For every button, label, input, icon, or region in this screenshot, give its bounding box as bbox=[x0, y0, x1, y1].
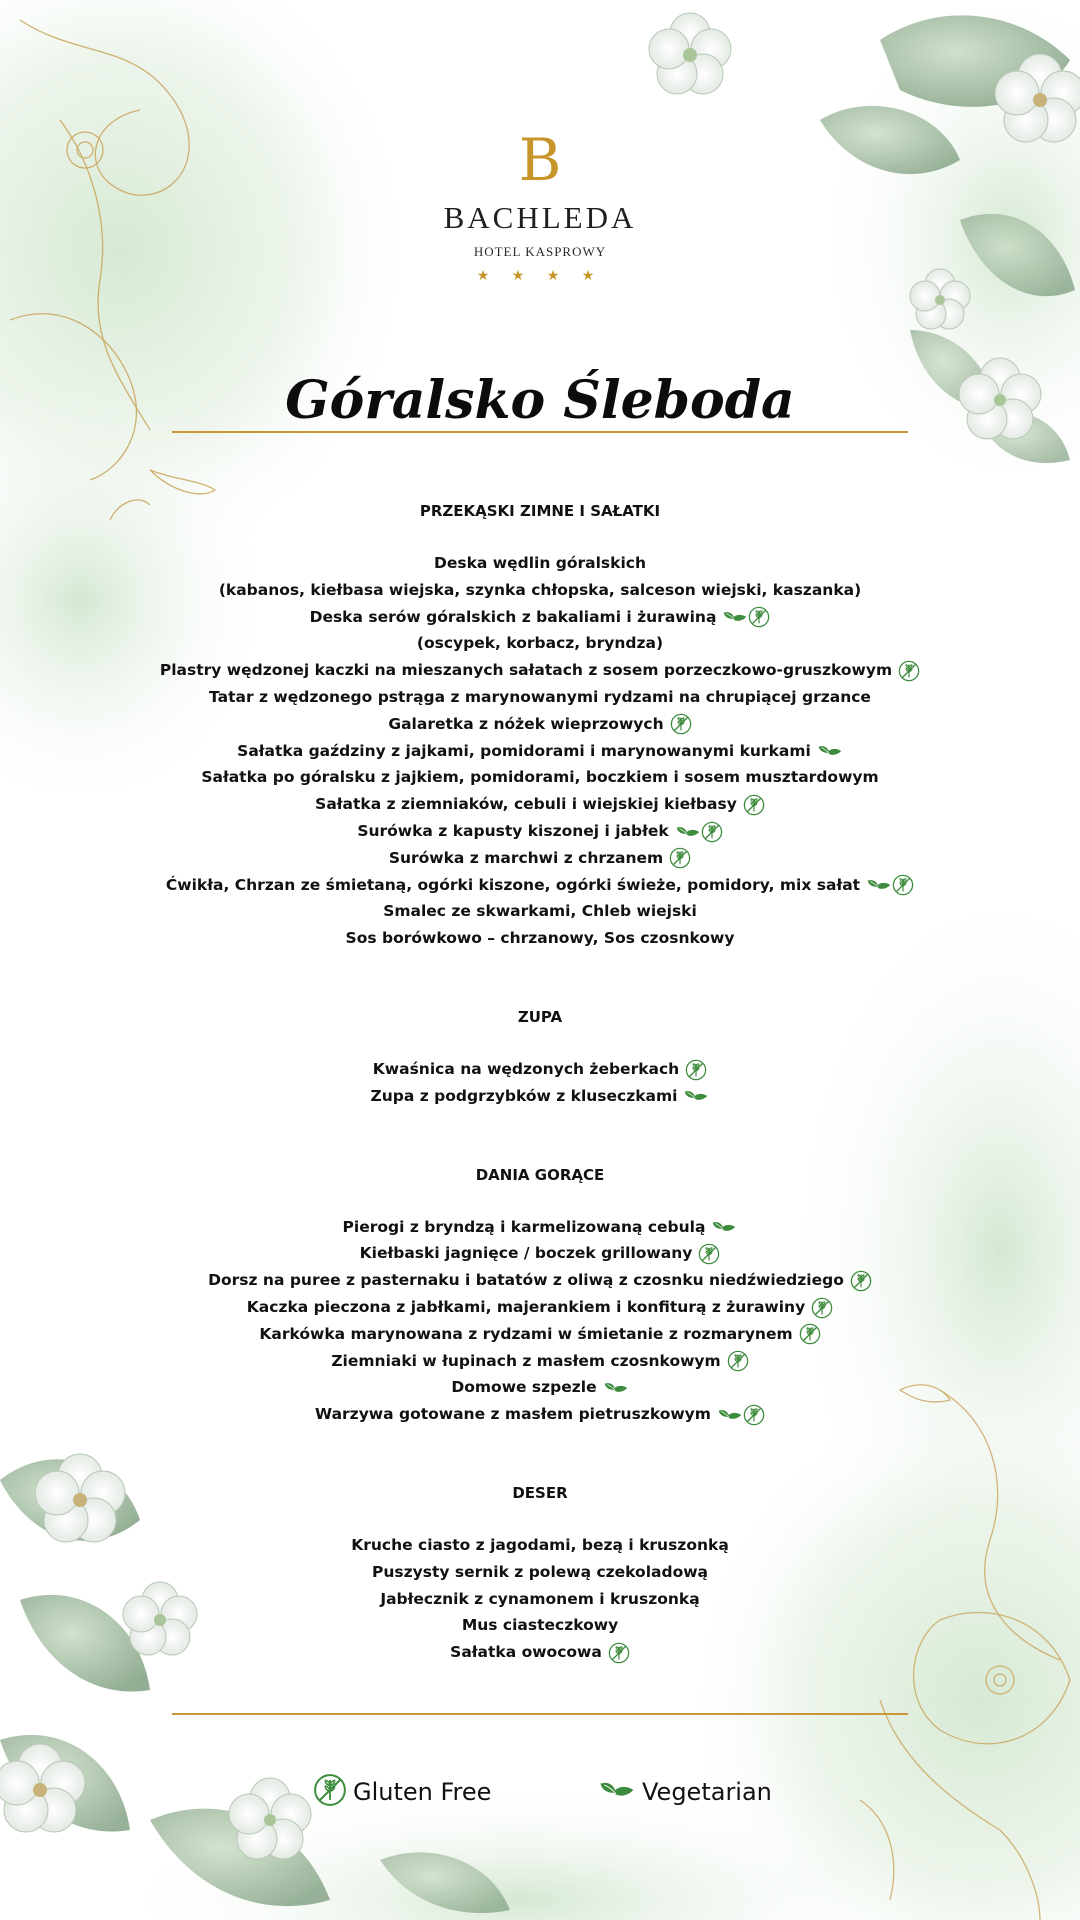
menu-item-name: Ziemniaki w łupinach z masłem czosnkowym bbox=[331, 1351, 721, 1370]
gluten-free-icon bbox=[670, 715, 692, 733]
menu-item-name: Ćwikła, Chrzan ze śmietaną, ogórki kiszone, ogórki świeże, pomidory, mix sałat bbox=[165, 875, 861, 894]
menu-title: Góralsko Śleboda bbox=[285, 370, 795, 431]
menu-item-name: Deska serów góralskich z bakaliami i żurawiną bbox=[309, 607, 717, 626]
gluten-free-icon bbox=[850, 1271, 872, 1289]
gluten-free-icon bbox=[608, 1643, 630, 1661]
gluten-free-icon bbox=[799, 1325, 821, 1343]
menu-content bbox=[0, 498, 1080, 1666]
menu-item-name: Mus ciasteczkowy bbox=[461, 1616, 619, 1635]
menu-section bbox=[0, 1004, 1080, 1110]
gluten-free-icon bbox=[727, 1352, 749, 1370]
menu-item bbox=[0, 1639, 1080, 1666]
menu-item-name: Surówka z marchwi z chrzanem bbox=[388, 848, 664, 867]
dietary-icons bbox=[608, 1639, 630, 1666]
dietary-icons bbox=[698, 1240, 720, 1267]
menu-item bbox=[0, 630, 1080, 657]
legend-gluten-free bbox=[313, 1772, 491, 1812]
section-spacer bbox=[0, 952, 1080, 1004]
dietary-icons bbox=[717, 1401, 765, 1428]
gluten-free-icon bbox=[748, 608, 770, 626]
menu-item-name: (kabanos, kiełbasa wiejska, szynka chłopska, salceson wiejski, kaszanka) bbox=[218, 580, 862, 599]
gluten-free-icon bbox=[892, 876, 914, 894]
vegetarian-icon bbox=[603, 1378, 629, 1396]
menu-item bbox=[0, 1559, 1080, 1586]
dietary-icons bbox=[722, 604, 770, 631]
menu-item-name: Tatar z wędzonego pstrąga z marynowanymi rydzami na chrupiącej grzance bbox=[209, 687, 871, 706]
section-heading: DESER bbox=[512, 1483, 568, 1502]
menu-item bbox=[0, 845, 1080, 872]
menu-item-name: Sałatka owocowa bbox=[450, 1643, 602, 1662]
hotel-stars: ★ ★ ★ ★ bbox=[476, 268, 604, 284]
hotel-subtitle: HOTEL KASPROWY bbox=[473, 244, 607, 259]
menu-item-name: Sałatka gaździny z jajkami, pomidorami i marynowanymi kurkami bbox=[237, 741, 811, 760]
menu-item bbox=[0, 1214, 1080, 1241]
menu-item-name: Kruche ciasto z jagodami, bezą i kruszonką bbox=[351, 1535, 729, 1554]
menu-item-name: Jabłecznik z cynamonem i kruszonką bbox=[380, 1589, 700, 1608]
dietary-icons bbox=[743, 791, 765, 818]
gluten-free-icon bbox=[685, 1060, 707, 1078]
legend bbox=[0, 1772, 1080, 1812]
menu-item-name: Deska wędlin góralskich bbox=[434, 554, 646, 572]
menu-item-name: Dorsz na puree z pasternaku i batatów z oliwą z czosnku niedźwiedziego bbox=[208, 1271, 844, 1290]
gluten-free-icon bbox=[898, 661, 920, 679]
dietary-icons bbox=[670, 711, 692, 738]
dietary-icons bbox=[866, 872, 914, 899]
vegetarian-icon bbox=[711, 1218, 737, 1236]
menu-item-name: Warzywa gotowane z masłem pietruszkowym bbox=[315, 1405, 711, 1424]
vegetarian-icon bbox=[675, 822, 701, 840]
vegetarian-icon bbox=[866, 876, 892, 894]
hotel-name: BACHLEDA bbox=[443, 200, 637, 235]
dietary-icons bbox=[850, 1267, 872, 1294]
menu-item-name: Kwaśnica na wędzonych żeberkach bbox=[372, 1059, 680, 1078]
title-divider bbox=[172, 431, 908, 433]
menu-item bbox=[0, 1294, 1080, 1321]
section-heading: DANIA GORĄCE bbox=[475, 1165, 605, 1184]
menu-item bbox=[0, 604, 1080, 631]
menu-item-name: (oscypek, korbacz, bryndza) bbox=[416, 634, 664, 653]
gluten-free-icon bbox=[669, 849, 691, 867]
legend-vegetarian-label: Vegetarian bbox=[642, 1778, 772, 1806]
menu-item-name: Zupa z podgrzybków z kluseczkami bbox=[370, 1086, 678, 1105]
menu-item bbox=[0, 1267, 1080, 1294]
vegetarian-icon bbox=[722, 608, 748, 626]
vegetarian-icon bbox=[817, 742, 843, 760]
vegetarian-icon bbox=[683, 1087, 709, 1105]
dietary-icons bbox=[799, 1321, 821, 1348]
menu-item-name: Pierogi z bryndzą i karmelizowaną cebulą bbox=[342, 1217, 706, 1236]
menu-item-name: Karkówka marynowana z rydzami w śmietanie z rozmarynem bbox=[259, 1324, 793, 1343]
logo-monogram: B bbox=[518, 126, 562, 194]
menu-item bbox=[0, 1056, 1080, 1083]
menu-item-name: Sałatka z ziemniaków, cebuli i wiejskiej kiełbasy bbox=[315, 795, 737, 814]
dietary-icons bbox=[727, 1348, 749, 1375]
menu-item-name: Plastry wędzonej kaczki na mieszanych sałatach z sosem porzeczkowo-gruszkowym bbox=[159, 661, 893, 680]
menu-item bbox=[0, 1083, 1080, 1110]
gluten-free-icon bbox=[313, 1773, 347, 1811]
menu-item bbox=[0, 791, 1080, 818]
vegetarian-icon bbox=[717, 1405, 743, 1423]
gluten-free-icon bbox=[811, 1298, 833, 1316]
dietary-icons bbox=[711, 1214, 737, 1241]
menu-item-name: Kaczka pieczona z jabłkami, majerankiem i konfiturą z żurawiny bbox=[246, 1297, 806, 1316]
menu-item bbox=[0, 738, 1080, 765]
menu-item bbox=[0, 684, 1080, 711]
dietary-icons bbox=[603, 1374, 629, 1401]
menu-section bbox=[0, 1162, 1080, 1428]
vegetarian-icon bbox=[598, 1778, 636, 1806]
gluten-free-icon bbox=[701, 822, 723, 840]
menu-item bbox=[0, 818, 1080, 845]
menu-item bbox=[0, 1612, 1080, 1639]
dietary-icons bbox=[685, 1056, 707, 1083]
menu-item-name: Puszysty sernik z polewą czekoladową bbox=[371, 1562, 709, 1581]
menu-item bbox=[0, 1348, 1080, 1375]
hotel-logo bbox=[0, 126, 1080, 284]
menu-item-name: Smalec ze skwarkami, Chleb wiejski bbox=[383, 902, 697, 921]
section-heading: PRZEKĄSKI ZIMNE I SAŁATKI bbox=[419, 502, 661, 520]
menu-item bbox=[0, 1374, 1080, 1401]
menu-item bbox=[0, 657, 1080, 684]
menu-item bbox=[0, 1401, 1080, 1428]
menu-section bbox=[0, 1480, 1080, 1666]
menu-item bbox=[0, 1532, 1080, 1559]
menu-item bbox=[0, 1321, 1080, 1348]
menu-item bbox=[0, 711, 1080, 738]
dietary-icons bbox=[898, 657, 920, 684]
menu-item bbox=[0, 550, 1080, 577]
menu-item-name: Sałatka po góralsku z jajkiem, pomidorami, boczkiem i sosem musztardowym bbox=[201, 768, 879, 787]
gluten-free-icon bbox=[698, 1244, 720, 1262]
dietary-icons bbox=[675, 818, 723, 845]
menu-item bbox=[0, 1586, 1080, 1613]
menu-section bbox=[0, 498, 1080, 952]
menu-item bbox=[0, 925, 1080, 952]
menu-item-name: Galaretka z nóżek wieprzowych bbox=[388, 714, 664, 733]
section-spacer bbox=[0, 1428, 1080, 1480]
dietary-icons bbox=[817, 738, 843, 765]
dietary-icons bbox=[683, 1083, 709, 1110]
menu-item-name: Kiełbaski jagnięce / boczek grillowany bbox=[359, 1244, 693, 1263]
gluten-free-icon bbox=[743, 1405, 765, 1423]
menu-item-name: Surówka z kapusty kiszonej i jabłek bbox=[357, 821, 669, 840]
menu-item-name: Sos borówkowo – chrzanowy, Sos czosnkowy bbox=[345, 929, 735, 948]
menu-item bbox=[0, 872, 1080, 899]
dietary-icons bbox=[811, 1294, 833, 1321]
section-heading: ZUPA bbox=[517, 1007, 563, 1026]
menu-item bbox=[0, 1240, 1080, 1267]
menu-item-name: Domowe szpezle bbox=[451, 1378, 597, 1397]
gluten-free-icon bbox=[743, 795, 765, 813]
menu-item bbox=[0, 577, 1080, 604]
dietary-icons bbox=[669, 845, 691, 872]
menu-item bbox=[0, 764, 1080, 791]
menu-item bbox=[0, 898, 1080, 925]
bottom-divider bbox=[172, 1713, 908, 1715]
legend-gluten-free-label: Gluten Free bbox=[353, 1778, 492, 1806]
section-spacer bbox=[0, 1110, 1080, 1162]
legend-vegetarian bbox=[598, 1772, 772, 1812]
